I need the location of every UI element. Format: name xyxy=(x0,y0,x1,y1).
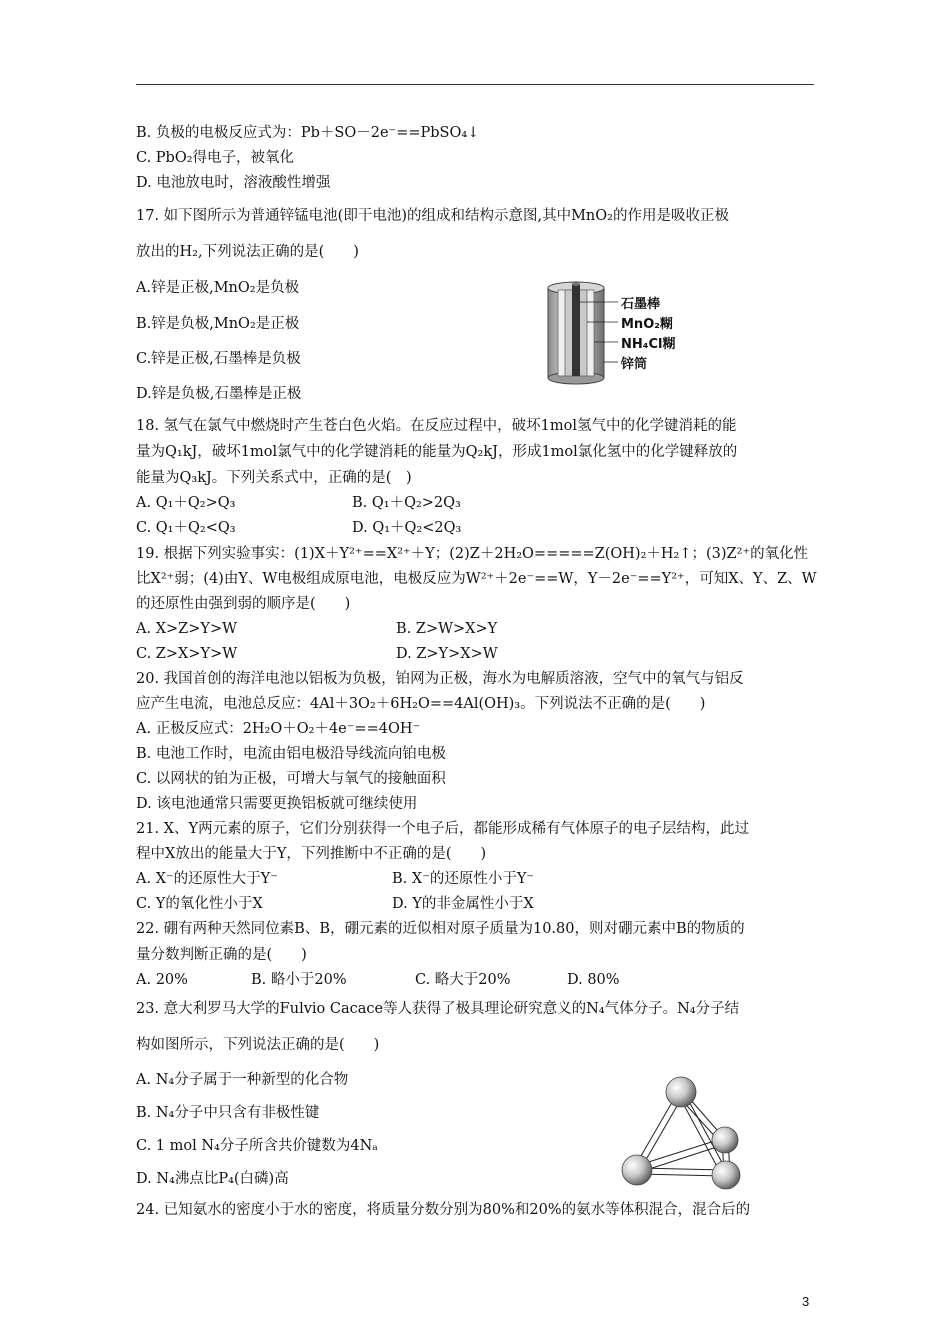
line: B. 负极的电极反应式为：Pb＋SO－2e⁻==PbSO₄↓ xyxy=(136,125,480,141)
line: 程中X放出的能量大于Y，下列推断中不正确的是( ) xyxy=(136,846,487,862)
option: D. Y的非金属性小于X xyxy=(392,896,534,912)
option: A. X>Z>Y>W xyxy=(136,621,238,637)
option: D. 该电池通常只需要更换铝板就可继续使用 xyxy=(136,796,418,812)
line: D. 电池放电时，溶液酸性增强 xyxy=(136,175,331,191)
line: 构如图所示，下列说法正确的是( ) xyxy=(136,1037,380,1053)
line: 能量为Q₃kJ。下列关系式中，正确的是( ) xyxy=(136,470,412,486)
line: 放出的H₂,下列说法正确的是( ) xyxy=(136,244,359,260)
option: C. 略大于20% xyxy=(415,972,511,988)
question-20: 20. 我国首创的海洋电池以铝板为负极，铂网为正极，海水为电解质溶液，空气中的氧气与铝反 xyxy=(136,671,744,687)
option: A. X⁻的还原性大于Y⁻ xyxy=(136,871,278,887)
option: A. Q₁＋Q₂>Q₃ xyxy=(136,495,236,511)
line: C. PbO₂得电子，被氧化 xyxy=(136,150,295,166)
n4-molecule-figure xyxy=(612,1070,762,1200)
option: A.锌是正极,MnO₂是负极 xyxy=(136,280,300,296)
line: 应产生电流，电池总反应：4Al＋3O₂＋6H₂O==4Al(OH)₃。下列说法不正确的是( ) xyxy=(136,696,706,712)
option: C. 1 mol N₄分子所含共价键数为4Nₐ xyxy=(136,1138,378,1154)
option: C. 以网状的铂为正极，可增大与氧气的接触面积 xyxy=(136,771,446,787)
line: 量为Q₁kJ，破坏1mol氯气中的化学键消耗的能量为Q₂kJ，形成1mol氯化氢中的化学键释放的 xyxy=(136,444,738,460)
option: A. N₄分子属于一种新型的化合物 xyxy=(136,1072,349,1088)
question-21: 21. X、Y两元素的原子，它们分别获得一个电子后，都能形成稀有气体原子的电子层结构，此过 xyxy=(136,821,750,837)
option: D.锌是负极,石墨棒是正极 xyxy=(136,386,302,402)
page-number: 3 xyxy=(802,1294,810,1309)
option: C. Z>X>Y>W xyxy=(136,646,238,662)
option: A. 20% xyxy=(136,972,188,988)
question-18: 18. 氢气在氯气中燃烧时产生苍白色火焰。在反应过程中，破坏1mol氢气中的化学键消耗的能 xyxy=(136,418,737,434)
option: B. N₄分子中只含有非极性键 xyxy=(136,1105,320,1121)
option: C. Q₁＋Q₂<Q₃ xyxy=(136,520,236,536)
line: 量分数判断正确的是( ) xyxy=(136,947,307,963)
option: C.锌是正极,石墨棒是负极 xyxy=(136,351,301,367)
option: B. Z>W>X>Y xyxy=(396,621,498,637)
option: C. Y的氧化性小于X xyxy=(136,896,263,912)
option: D. Q₁＋Q₂<2Q₃ xyxy=(352,520,462,536)
option: B. X⁻的还原性小于Y⁻ xyxy=(392,871,535,887)
question-19: 19. 根据下列实验事实：(1)X＋Y²⁺==X²⁺＋Y；(2)Z＋2H₂O=====Z(OH)₂＋H₂↑；(3)Z²⁺的氧化性 xyxy=(136,546,809,562)
label-mno2-paste: MnO₂糊 xyxy=(621,317,673,332)
header-rule xyxy=(136,84,814,85)
question-22: 22. 硼有两种天然同位素B、B，硼元素的近似相对原子质量为10.80，则对硼元素中B的物质的 xyxy=(136,921,745,937)
option: B. Q₁＋Q₂>2Q₃ xyxy=(352,495,461,511)
option: D. 80% xyxy=(567,972,620,988)
line: 的还原性由强到弱的顺序是( ) xyxy=(136,596,351,612)
label-nh4cl-paste: NH₄Cl糊 xyxy=(621,337,676,352)
option: D. Z>Y>X>W xyxy=(396,646,498,662)
question-23: 23. 意大利罗马大学的Fulvio Cacace等人获得了极具理论研究意义的N₄气体分子。N₄分子结 xyxy=(136,1001,740,1017)
option: B.锌是负极,MnO₂是正极 xyxy=(136,316,300,332)
line: 比X²⁺弱；(4)由Y、W电极组成原电池，电极反应为W²⁺＋2e⁻==W，Y－2e⁻==Y²⁺，可知X、Y、Z、W xyxy=(136,571,817,587)
label-graphite-rod: 石墨棒 xyxy=(621,297,661,312)
option: D. N₄沸点比P₄(白磷)高 xyxy=(136,1171,289,1187)
label-zinc-can: 锌筒 xyxy=(621,357,648,372)
option: B. 略小于20% xyxy=(251,972,347,988)
option: B. 电池工作时，电流由铝电极沿导线流向铂电极 xyxy=(136,746,446,762)
question-24: 24. 已知氨水的密度小于水的密度，将质量分数分别为80%和20%的氨水等体积混合，混合后的 xyxy=(136,1202,751,1218)
option: A. 正极反应式：2H₂O＋O₂＋4e⁻==4OH⁻ xyxy=(136,721,421,737)
question-17: 17. 如下图所示为普通锌锰电池(即干电池)的组成和结构示意图,其中MnO₂的作用是吸收正极 xyxy=(136,208,729,224)
